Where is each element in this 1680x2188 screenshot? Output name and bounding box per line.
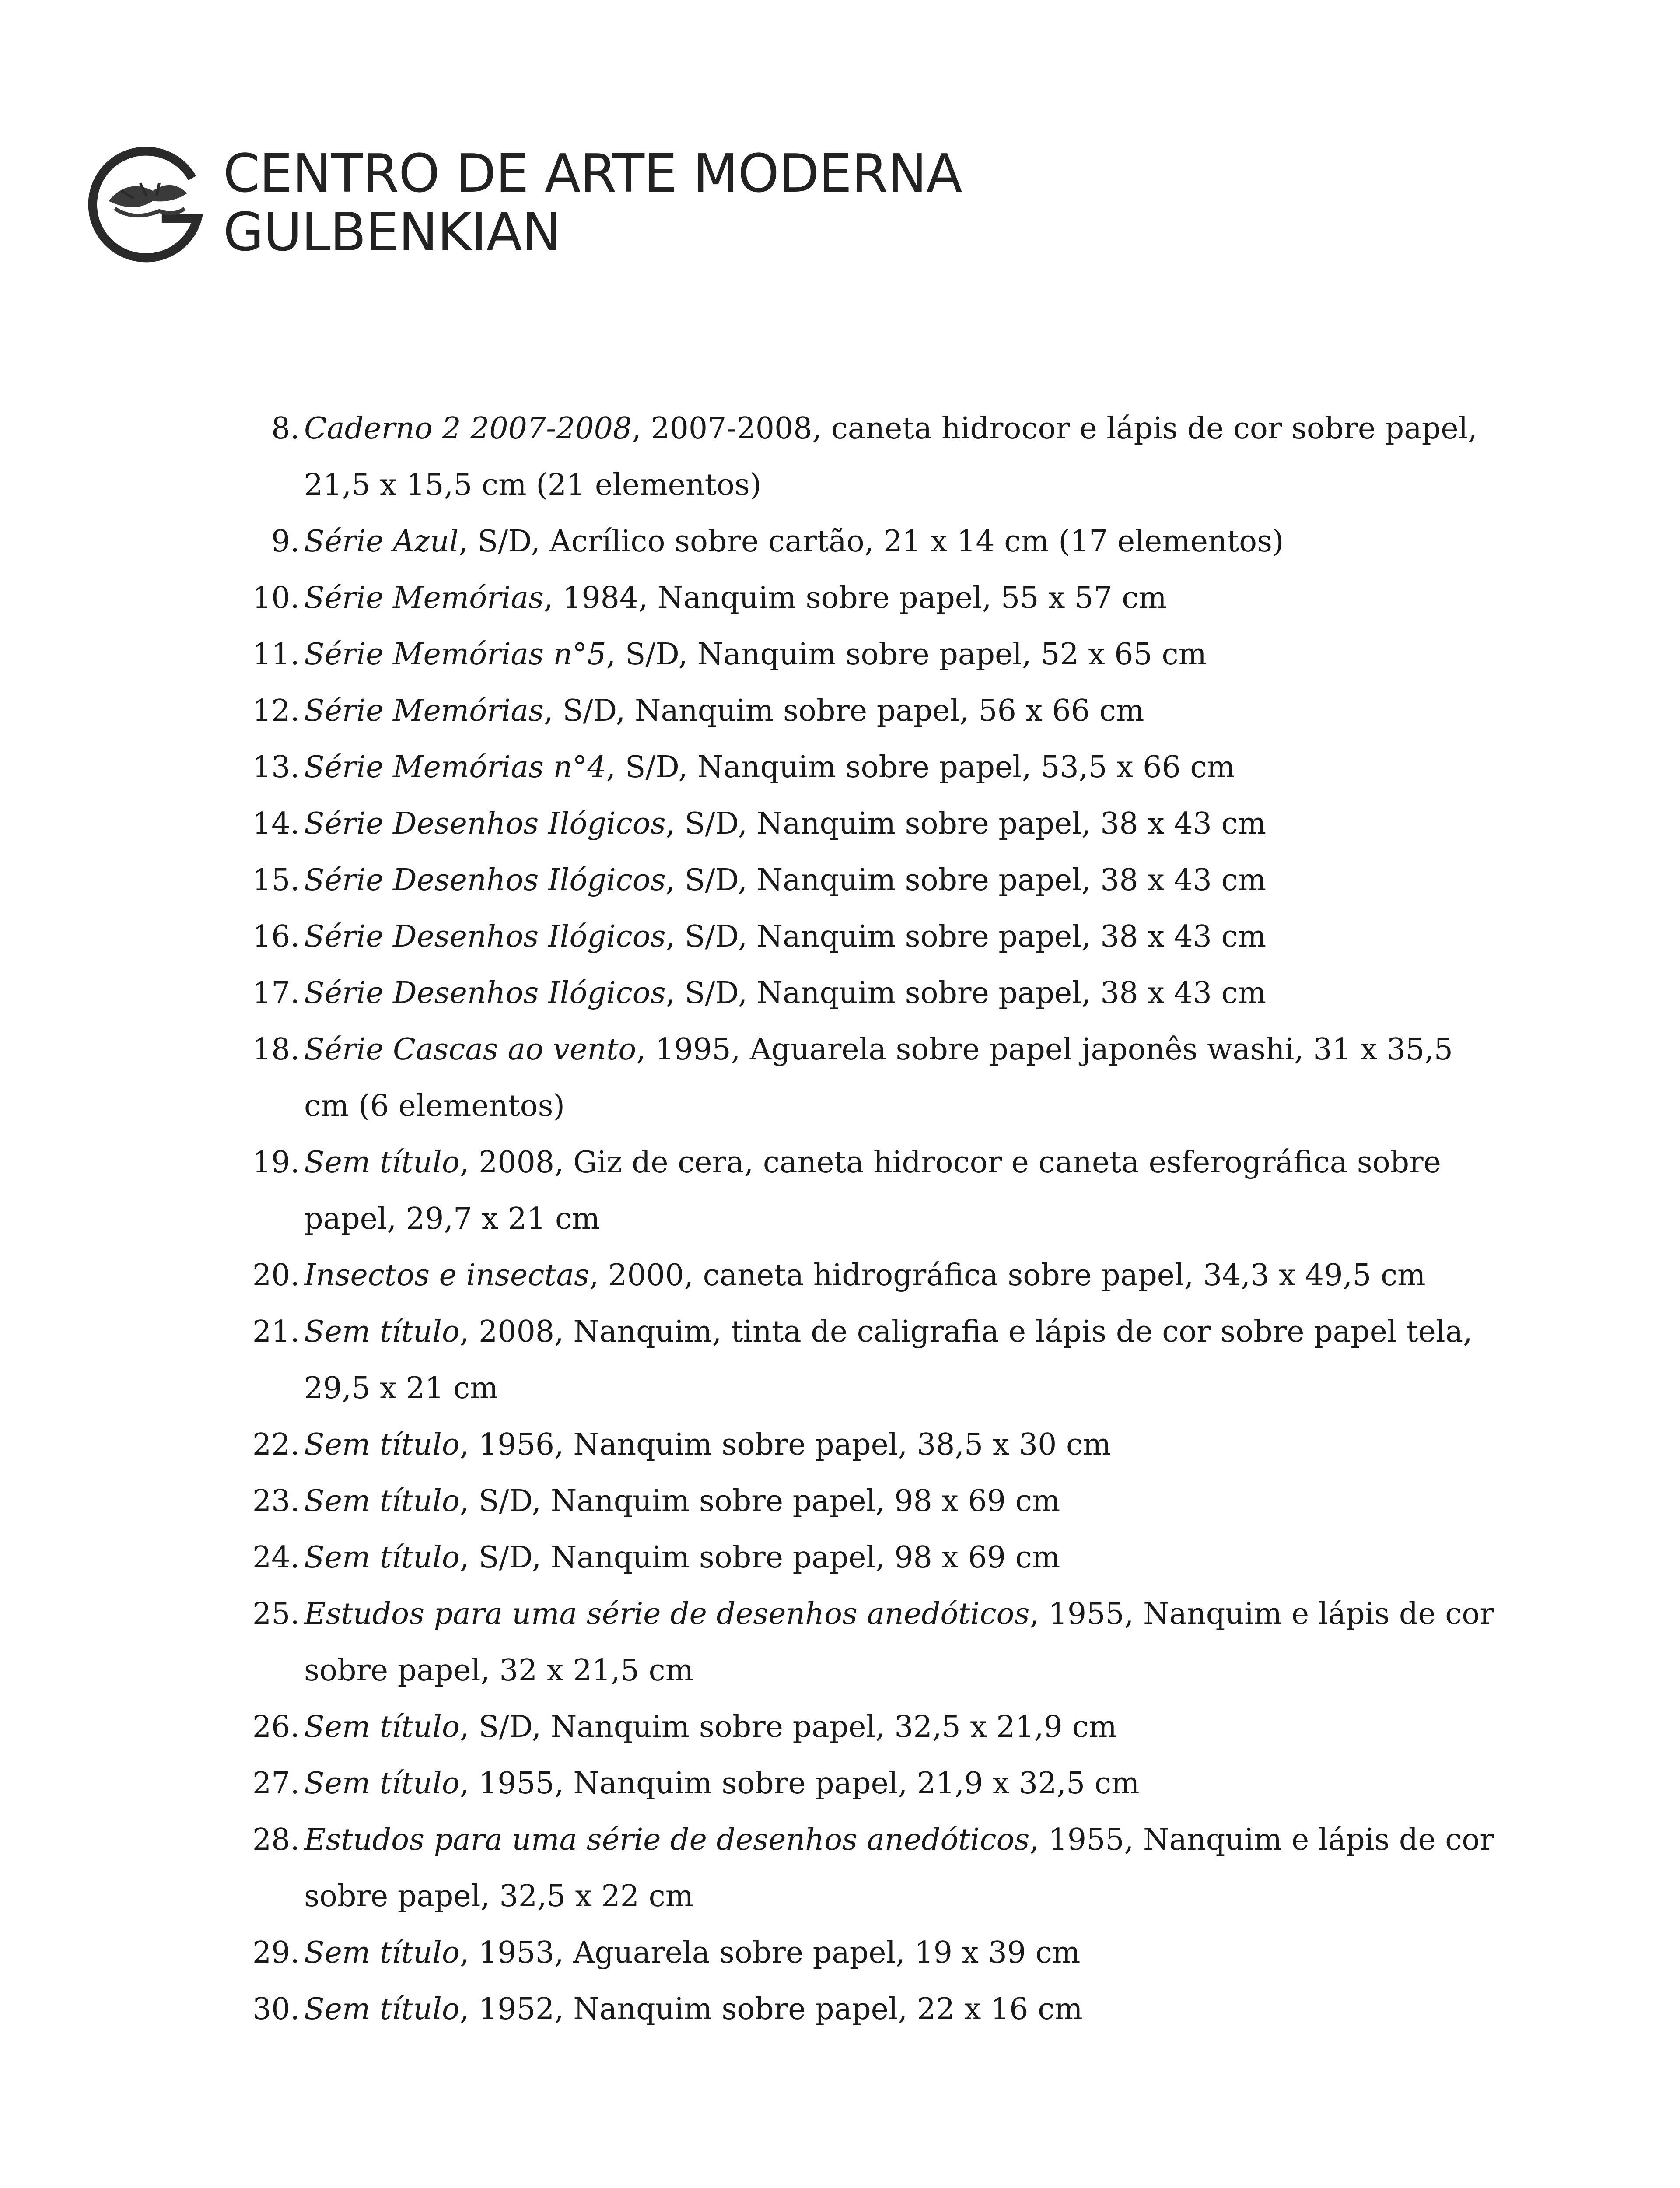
- entry-number: 20 .: [245, 1247, 300, 1304]
- entry-details: , S/D, Nanquim sobre papel, 98 x 69 cm: [459, 1540, 1060, 1575]
- entry-number: 9 .: [245, 513, 300, 570]
- entry-number: 17 .: [245, 965, 300, 1021]
- entry-title: Sem título: [304, 1427, 460, 1462]
- entry-details: , S/D, Nanquim sobre papel, 38 x 43 cm: [665, 976, 1267, 1010]
- entry-number: 14 .: [245, 796, 300, 852]
- entry-title: Série Desenhos Ilógicos: [304, 863, 666, 898]
- artwork-entry: [245, 1304, 1505, 1417]
- artwork-entry: [245, 1417, 1505, 1473]
- entry-details: , S/D, Nanquim sobre papel, 38 x 43 cm: [665, 919, 1267, 954]
- artwork-entry: [245, 739, 1505, 796]
- entry-details: , 1956, Nanquim sobre papel, 38,5 x 30 cm: [459, 1427, 1111, 1462]
- entry-number: 24 .: [245, 1529, 300, 1586]
- gulbenkian-logo-icon: [83, 140, 210, 267]
- entry-number: 19 .: [245, 1134, 300, 1191]
- entry-details: , S/D, Nanquim sobre papel, 32,5 x 21,9 cm: [459, 1710, 1117, 1744]
- artwork-entry: [245, 1021, 1505, 1134]
- entry-number: 21 .: [245, 1304, 300, 1360]
- artwork-entry: [245, 1755, 1505, 1812]
- entry-number: 25 .: [245, 1586, 300, 1642]
- entry-title: Sem título: [304, 1540, 460, 1575]
- entry-number: 22 .: [245, 1417, 300, 1473]
- entry-title: Insectos e insectas: [304, 1258, 590, 1293]
- entry-title: Série Desenhos Ilógicos: [304, 919, 666, 954]
- entry-title: Sem título: [304, 1484, 460, 1518]
- artwork-entry: [245, 1699, 1505, 1755]
- entry-number: 13 .: [245, 739, 300, 796]
- entry-number: 18 .: [245, 1021, 300, 1078]
- entry-number: 15 .: [245, 852, 300, 908]
- letterhead: [83, 140, 962, 267]
- entry-number: 16 .: [245, 908, 300, 965]
- entry-details: , 1952, Nanquim sobre papel, 22 x 16 cm: [459, 1992, 1083, 2027]
- entry-number: 8 .: [245, 400, 300, 457]
- artwork-list: [245, 400, 1505, 2037]
- artwork-entry: [245, 908, 1505, 965]
- org-name-line2: GULBENKIAN: [223, 202, 561, 263]
- entry-details: , S/D, Nanquim sobre papel, 98 x 69 cm: [459, 1484, 1060, 1518]
- artwork-entry: [245, 1134, 1505, 1247]
- artwork-entry: [245, 1925, 1505, 1981]
- artwork-entry: [245, 1812, 1505, 1925]
- artwork-entry: [245, 570, 1505, 626]
- artwork-entry: [245, 1473, 1505, 1529]
- entry-title: Sem título: [304, 1766, 460, 1801]
- entry-title: Caderno 2 2007-2008: [304, 411, 632, 446]
- entry-title: Série Cascas ao vento: [304, 1032, 637, 1067]
- entry-details: , 2008, Giz de cera, caneta hidrocor e caneta esferográfica sobre papel, 29,7 x 21 cm: [304, 1145, 1441, 1236]
- entry-title: Sem título: [304, 1710, 460, 1744]
- entry-details: , 1984, Nanquim sobre papel, 55 x 57 cm: [543, 581, 1167, 615]
- entry-details: , S/D, Nanquim sobre papel, 38 x 43 cm: [665, 806, 1267, 841]
- entry-title: Sem título: [304, 1992, 460, 2027]
- entry-details: , S/D, Acrílico sobre cartão, 21 x 14 cm (17 elementos): [458, 524, 1284, 559]
- entry-title: Série Azul: [304, 524, 459, 559]
- entry-title: Sem título: [304, 1145, 460, 1180]
- entry-title: Série Desenhos Ilógicos: [304, 806, 666, 841]
- artwork-entry: [245, 965, 1505, 1021]
- entry-details: , S/D, Nanquim sobre papel, 38 x 43 cm: [665, 863, 1267, 898]
- entry-number: 30 .: [245, 1981, 300, 2037]
- entry-title: Série Memórias: [304, 694, 544, 728]
- entry-title: Estudos para uma série de desenhos anedóticos: [304, 1823, 1030, 1857]
- entry-number: 29 .: [245, 1925, 300, 1981]
- org-name-line1: CENTRO DE ARTE MODERNA: [223, 143, 962, 204]
- artwork-entry: [245, 1981, 1505, 2037]
- artwork-entry: [245, 1586, 1505, 1699]
- entry-title: Sem título: [304, 1315, 460, 1349]
- entry-details: , S/D, Nanquim sobre papel, 52 x 65 cm: [606, 637, 1207, 672]
- entry-title: Sem título: [304, 1936, 460, 1970]
- entry-title: Estudos para uma série de desenhos anedóticos: [304, 1597, 1030, 1631]
- organization-name: [223, 145, 962, 263]
- artwork-entry: [245, 400, 1505, 513]
- entry-details: , S/D, Nanquim sobre papel, 53,5 x 66 cm: [606, 750, 1235, 785]
- entry-number: 23 .: [245, 1473, 300, 1529]
- entry-title: Série Memórias n°4: [304, 750, 606, 785]
- entry-number: 28 .: [245, 1812, 300, 1868]
- entry-details: , 1995, Aguarela sobre papel japonês washi, 31 x 35,5 cm (6 elementos): [304, 1032, 1453, 1123]
- artwork-entry: [245, 852, 1505, 908]
- entry-title: Série Memórias: [304, 581, 544, 615]
- entry-details: , 2000, caneta hidrográfica sobre papel, 34,3 x 49,5 cm: [589, 1258, 1426, 1293]
- entry-number: 27 .: [245, 1755, 300, 1812]
- artwork-entry: [245, 683, 1505, 739]
- entry-details: , 2008, Nanquim, tinta de caligrafia e lápis de cor sobre papel tela, 29,5 x 21 cm: [304, 1315, 1473, 1406]
- entry-details: , 2007-2008, caneta hidrocor e lápis de cor sobre papel, 21,5 x 15,5 cm (21 elementos): [304, 411, 1477, 502]
- artwork-entry: [245, 513, 1505, 570]
- artwork-entry: [245, 626, 1505, 683]
- artwork-entry: [245, 1529, 1505, 1586]
- entry-number: 10 .: [245, 570, 300, 626]
- entry-number: 26 .: [245, 1699, 300, 1755]
- entry-title: Série Memórias n°5: [304, 637, 606, 672]
- entry-number: 12 .: [245, 683, 300, 739]
- artwork-entry: [245, 1247, 1505, 1304]
- entry-number: 11 .: [245, 626, 300, 683]
- entry-title: Série Desenhos Ilógicos: [304, 976, 666, 1010]
- entry-details: , S/D, Nanquim sobre papel, 56 x 66 cm: [543, 694, 1144, 728]
- entry-details: , 1953, Aguarela sobre papel, 19 x 39 cm: [459, 1936, 1081, 1970]
- entry-details: , 1955, Nanquim e lápis de cor sobre papel, 32 x 21,5 cm: [304, 1597, 1494, 1688]
- entry-details: , 1955, Nanquim sobre papel, 21,9 x 32,5 cm: [459, 1766, 1140, 1801]
- entry-details: , 1955, Nanquim e lápis de cor sobre papel, 32,5 x 22 cm: [304, 1823, 1494, 1914]
- artwork-entry: [245, 796, 1505, 852]
